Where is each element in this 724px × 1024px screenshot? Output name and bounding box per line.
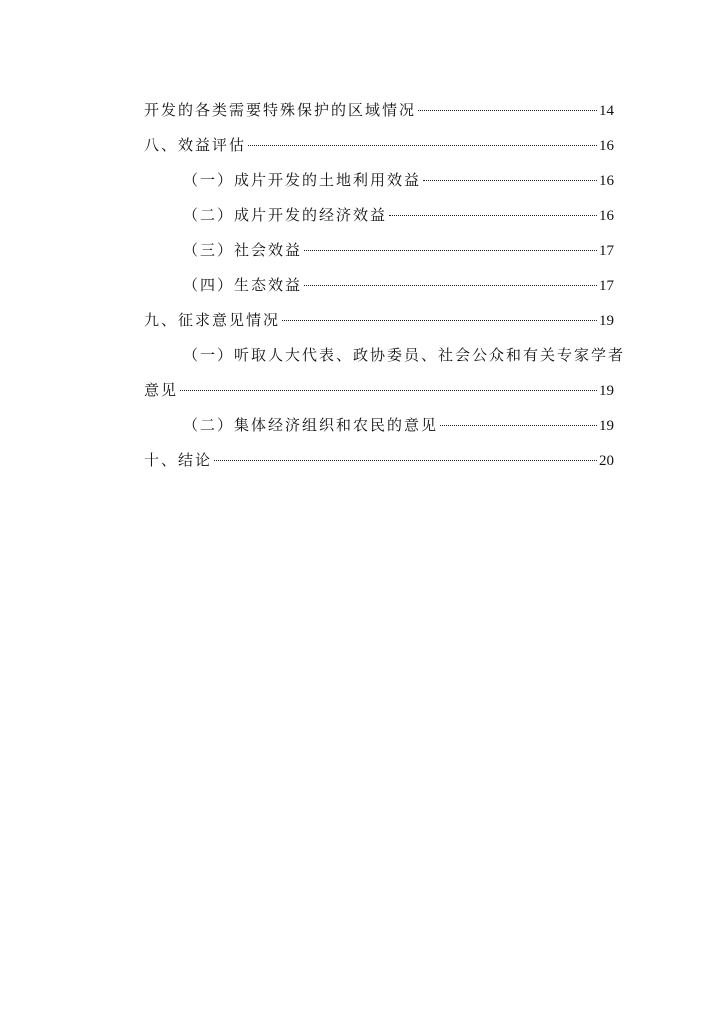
toc-page-number: 20 [599, 453, 614, 469]
toc-page-number: 16 [599, 208, 614, 224]
toc-dot-leader [418, 110, 597, 111]
toc-entry-title: （二）集体经济组织和农民的意见 [183, 416, 439, 434]
toc-page-number: 17 [599, 278, 614, 294]
toc-entry[interactable] [144, 135, 614, 156]
toc-entry-title-continued: 意见 [144, 381, 179, 399]
toc-page-number: 19 [599, 383, 614, 399]
toc-entry-title: 十、结论 [144, 451, 213, 469]
toc-dot-leader [282, 320, 597, 321]
toc-entry[interactable] [144, 450, 614, 471]
toc-page-number: 16 [599, 173, 614, 189]
toc-page-number: 14 [599, 103, 614, 119]
toc-dot-leader [389, 215, 597, 216]
toc-page-number: 19 [599, 313, 614, 329]
toc-page-number: 16 [599, 138, 614, 154]
toc-entry[interactable] [144, 100, 614, 121]
toc-dot-leader [180, 390, 597, 391]
toc-dot-leader [214, 460, 597, 461]
toc-dot-leader [440, 425, 597, 426]
toc-entry-title: （一）成片开发的土地利用效益 [183, 171, 422, 189]
toc-entry[interactable] [144, 380, 614, 401]
toc-entry[interactable] [183, 240, 614, 261]
toc-page-number: 19 [599, 418, 614, 434]
toc-entry[interactable] [183, 170, 614, 191]
toc-dot-leader [248, 145, 597, 146]
toc-page-number: 17 [599, 243, 614, 259]
toc-entry[interactable] [183, 205, 614, 226]
toc-entry[interactable] [183, 275, 614, 296]
toc-entry-title: （二）成片开发的经济效益 [183, 206, 388, 224]
toc-entry-title: 八、效益评估 [144, 136, 247, 154]
toc-entry-title: 九、征求意见情况 [144, 311, 281, 329]
toc-entry[interactable] [183, 415, 614, 436]
toc-entry-title: （三）社会效益 [183, 241, 303, 259]
toc-entry-title: 开发的各类需要特殊保护的区域情况 [144, 101, 417, 119]
toc-entry[interactable] [144, 310, 614, 331]
toc-dot-leader [304, 285, 597, 286]
toc-dot-leader [423, 180, 597, 181]
toc-entry-title: （四）生态效益 [183, 276, 303, 294]
toc-entry-title-line1[interactable]: （一）听取人大代表、政协委员、社会公众和有关专家学者 [183, 346, 626, 364]
toc-dot-leader [304, 250, 597, 251]
